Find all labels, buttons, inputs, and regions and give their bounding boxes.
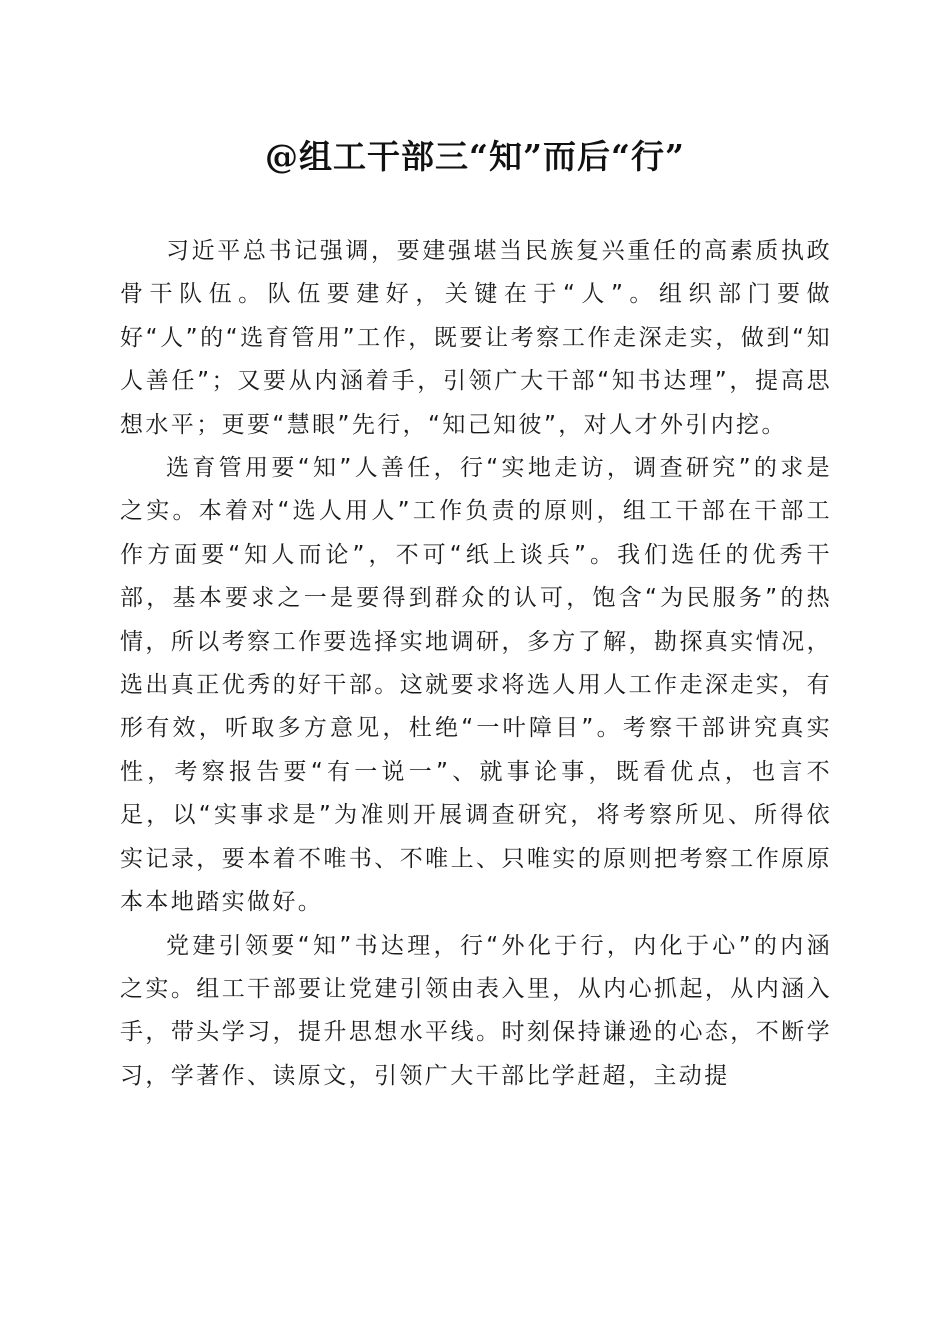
paragraph-3: 党建引领要“知”书达理，行“外化于行，内化于心”的内涵之实。组工干部要让党建引领由表入里，从内心抓起，从内涵入手，带头学习，提升思想水平线。时刻保持谦逊的心态，不断学习，学著作、读原文，引领广大干部比学赶超，主动提 (120, 932, 832, 1089)
paragraph-2: 选育管用要“知”人善任，行“实地走访，调查研究”的求是之实。本着对“选人用人”工作负责的原则，组工干部在干部工作方面要“知人而论”，不可“纸上谈兵”。我们选任的优秀干部，基本要求之一是要得到群众的认可，饱含“为民服务”的热情，所以考察工作要选择实地调研，多方了解，勘探真实情况，选出真正优秀的好干部。这就要求将选人用人工作走深走实，有形有效，听取多方意见，杜绝“一叶障目”。考察干部讲究真实性，考察报告要“有一说一”、就事论事，既看优点，也言不足，以“实事求是”为准则开展调查研究，将考察所见、所得依实记录，要本着不唯书、不唯上、只唯实的原则把考察工作原原本本地踏实做好。 (120, 455, 832, 916)
document-title: @组工干部三“知”而后“行” (265, 137, 685, 176)
paragraph-1: 习近平总书记强调，要建强堪当民族复兴重任的高素质执政骨干队伍。队伍要建好，关键在于“人”。组织部门要做好“人”的“选育管用”工作，既要让考察工作走深走实，做到“知人善任”；又要从内涵着手，引领广大干部“知书达理”，提高思想水平；更要“慧眼”先行，“知己知彼”，对人才外引内挖。 (120, 238, 832, 438)
document-body (120, 230, 832, 1098)
